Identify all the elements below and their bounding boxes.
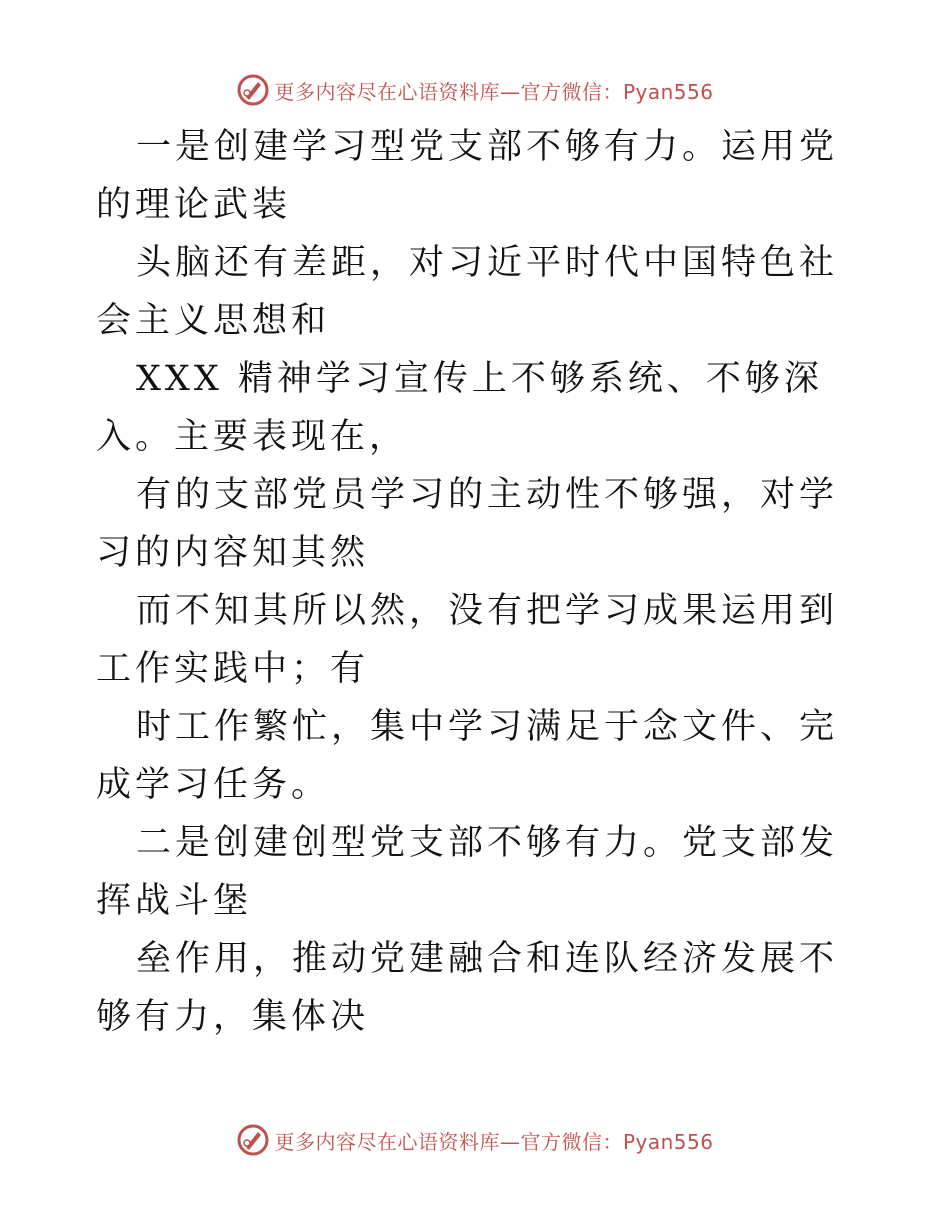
- footer-watermark-text: 更多内容尽在心语资料库—官方微信：Pyan556: [274, 1129, 714, 1154]
- paragraph-5: 而不知其所以然，没有把学习成果运用到工作实践中；有: [96, 591, 839, 689]
- document-body: [96, 118, 856, 1046]
- header-watermark: [0, 70, 950, 110]
- header-watermark-text: 更多内容尽在心语资料库—官方微信：Pyan556: [274, 79, 714, 104]
- paragraph-8: 垒作用，推动党建融合和连队经济发展不够有力，集体决: [96, 939, 839, 1037]
- paragraph-7: 二是创建创型党支部不够有力。党支部发挥战斗堡: [96, 823, 839, 921]
- pen-logo-icon: [236, 1123, 270, 1157]
- footer-watermark: [0, 1120, 950, 1160]
- paragraph-6: 时工作繁忙，集中学习满足于念文件、完成学习任务。: [96, 707, 839, 805]
- paragraph-1: 一是创建学习型党支部不够有力。运用党的理论武装: [96, 127, 839, 225]
- paragraph-4: 有的支部党员学习的主动性不够强，对学习的内容知其然: [96, 475, 839, 573]
- paragraph-3: XXX 精神学习宣传上不够系统、不够深入。主要表现在，: [96, 359, 823, 457]
- pen-logo-icon: [236, 73, 270, 107]
- paragraph-2: 头脑还有差距，对习近平时代中国特色社会主义思想和: [96, 243, 839, 341]
